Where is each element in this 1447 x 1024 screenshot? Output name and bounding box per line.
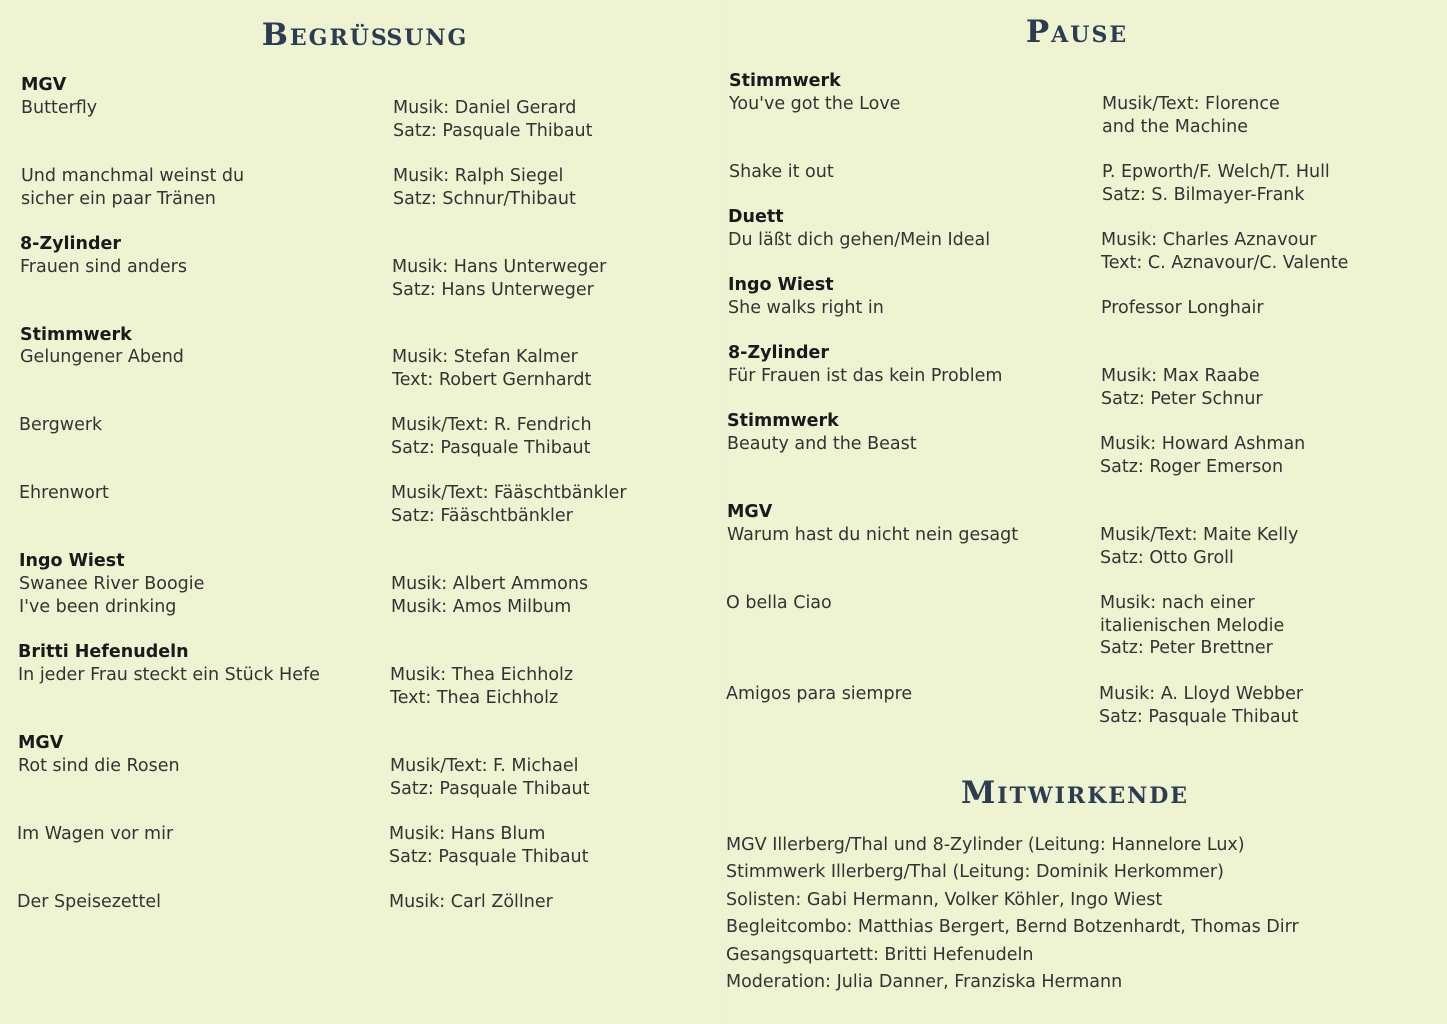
heading-begruessung: Begrüßung [261,17,469,53]
performer: Britti Hefenudeln [18,642,189,662]
performer: Ingo Wiest [728,275,834,295]
song-credit: Musik: Hans Blum [389,824,546,844]
song-credit: italienischen Melodie [1100,616,1285,636]
song-credit: Musik: Stefan Kalmer [392,347,578,367]
song-credit: Satz: Otto Groll [1100,548,1234,568]
song-credit: and the Machine [1102,117,1249,137]
mitwirkende-line: Stimmwerk Illerberg/Thal (Leitung: Dominik Herkommer) [726,862,1224,882]
song-title: Shake it out [729,162,834,182]
heading-pause: Pause [1025,14,1129,50]
performer: MGV [21,75,67,95]
song-credit: Musik/Text: Fääschtbänkler [391,483,627,503]
page-fold [722,0,725,1024]
song-credit: Satz: Roger Emerson [1100,457,1284,477]
song-credit: Text: Thea Eichholz [390,688,559,708]
performer: Stimmwerk [729,71,841,91]
song-credit: Satz: Peter Schnur [1101,389,1263,409]
song-title: Butterfly [21,98,98,118]
song-credit: Satz: Pasquale Thibaut [393,121,593,141]
song-credit: Musik: Albert Ammons [391,574,589,594]
song-credit: Musik: Daniel Gerard [393,98,577,118]
song-title: Gelungener Abend [20,347,184,367]
mitwirkende-line: Gesangsquartett: Britti Hefenudeln [726,945,1034,965]
performer: MGV [18,733,64,753]
performer: Duett [728,207,784,227]
song-credit: P. Epworth/F. Welch/T. Hull [1102,162,1330,182]
song-title: You've got the Love [729,94,901,114]
song-credit: Musik: Amos Milbum [391,597,572,617]
song-credit: Satz: Pasquale Thibaut [1099,707,1299,727]
song-credit: Musik: A. Lloyd Webber [1099,684,1304,704]
performer: MGV [727,502,773,522]
song-credit: Musik: nach einer [1100,593,1255,613]
song-credit: Satz: S. Bilmayer-Frank [1102,185,1305,205]
song-credit: Musik: Thea Eichholz [390,665,574,685]
song-title: Bergwerk [19,415,103,435]
song-credit: Text: Robert Gernhardt [392,370,592,390]
song-title: Frauen sind anders [20,257,187,277]
song-title: Du läßt dich gehen/Mein Ideal [728,230,991,250]
song-credit: Satz: Pasquale Thibaut [390,779,590,799]
mitwirkende-line: Solisten: Gabi Hermann, Volker Köhler, Ingo Wiest [726,890,1163,910]
song-title: She walks right in [728,298,884,318]
performer: Stimmwerk [20,325,132,345]
mitwirkende-line: Moderation: Julia Danner, Franziska Hermann [726,972,1123,992]
mitwirkende-line: Begleitcombo: Matthias Bergert, Bernd Botzenhardt, Thomas Dirr [726,917,1299,937]
song-credit: Satz: Pasquale Thibaut [391,438,591,458]
song-title: Ehrenwort [19,483,109,503]
performer: Ingo Wiest [19,551,125,571]
song-credit: Musik: Max Raabe [1101,366,1260,386]
song-credit: Text: C. Aznavour/C. Valente [1101,253,1349,273]
song-credit: Musik/Text: Maite Kelly [1100,525,1299,545]
song-title: I've been drinking [19,597,177,617]
song-credit: Satz: Schnur/Thibaut [393,189,576,209]
heading-mitwirkende: Mitwirkende [960,775,1190,811]
song-credit: Professor Longhair [1101,298,1264,318]
song-title: O bella Ciao [726,593,832,613]
song-credit: Satz: Pasquale Thibaut [389,847,589,867]
song-title: Beauty and the Beast [727,434,917,454]
song-credit: Satz: Fääschtbänkler [391,506,573,526]
song-credit: Musik: Hans Unterweger [392,257,607,277]
mitwirkende-line: MGV Illerberg/Thal und 8-Zylinder (Leitung: Hannelore Lux) [726,835,1245,855]
song-title: Der Speisezettel [17,892,162,912]
song-title: Swanee River Boogie [19,574,205,594]
performer: 8-Zylinder [728,343,830,363]
song-title: Im Wagen vor mir [17,824,174,844]
song-credit: Musik: Carl Zöllner [389,892,553,912]
song-title: Warum hast du nicht nein gesagt [727,525,1019,545]
song-credit: Musik: Ralph Siegel [393,166,564,186]
performer: Stimmwerk [727,411,839,431]
song-title: Für Frauen ist das kein Problem [728,366,1003,386]
performer: 8-Zylinder [20,234,122,254]
song-credit: Musik/Text: F. Michael [390,756,579,776]
song-credit: Musik: Charles Aznavour [1101,230,1317,250]
song-title: Und manchmal weinst du [21,166,245,186]
song-credit: Musik: Howard Ashman [1100,434,1306,454]
song-credit: Satz: Peter Brettner [1100,638,1273,658]
song-title: Rot sind die Rosen [18,756,180,776]
song-credit: Satz: Hans Unterweger [392,280,594,300]
song-credit: Musik/Text: Florence [1102,94,1280,114]
song-title: Amigos para siempre [726,684,913,704]
song-credit: Musik/Text: R. Fendrich [391,415,592,435]
song-title: In jeder Frau steckt ein Stück Hefe [18,665,320,685]
song-title: sicher ein paar Tränen [21,189,216,209]
